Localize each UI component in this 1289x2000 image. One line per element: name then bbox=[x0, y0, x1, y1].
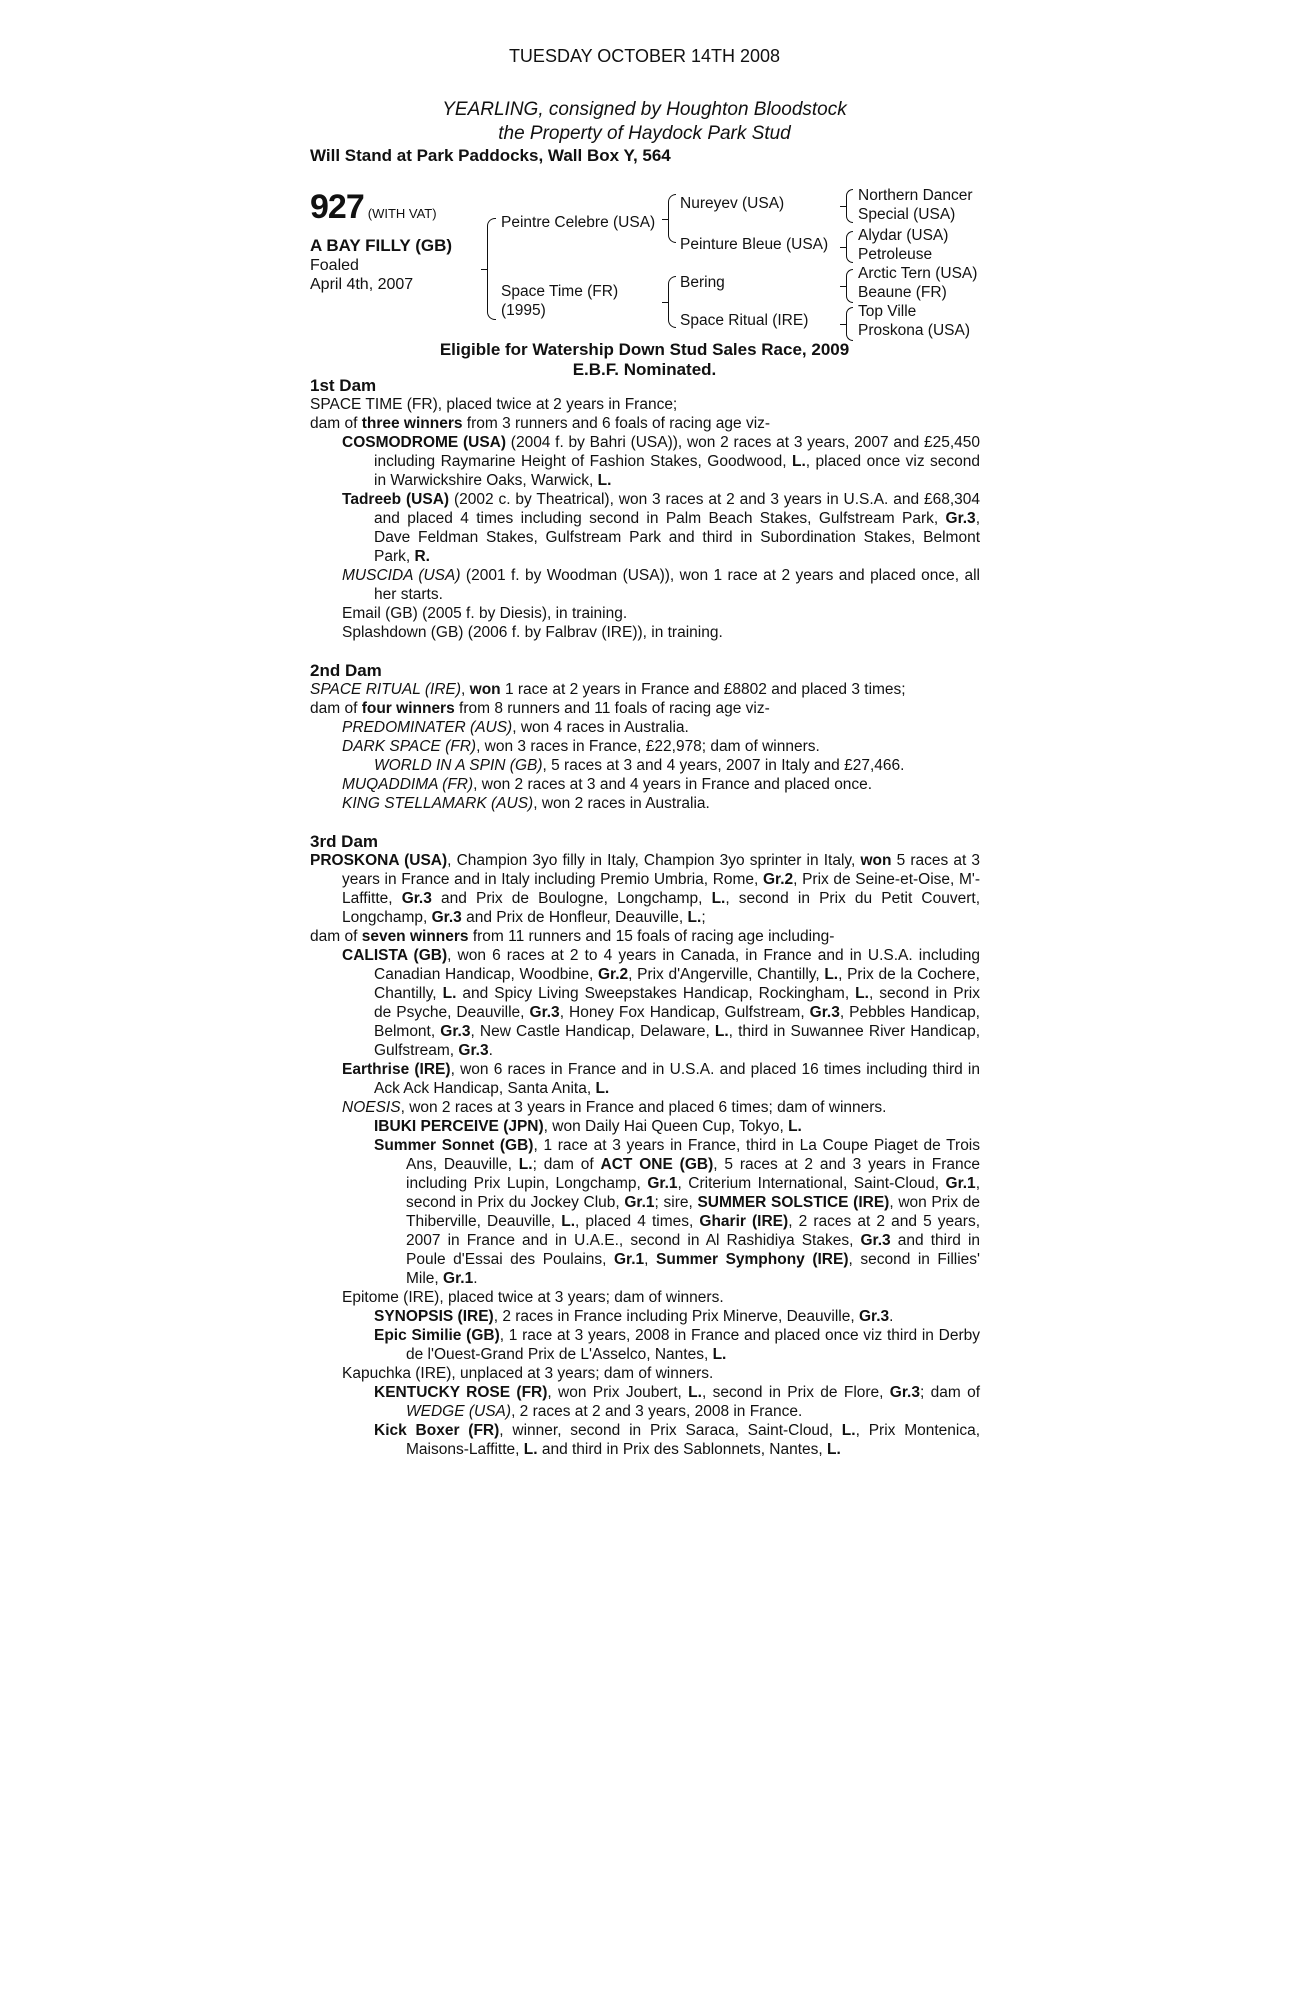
progeny-entry bbox=[310, 490, 980, 566]
listed-mark: L. bbox=[561, 1213, 576, 1230]
text: , placed 4 times, bbox=[575, 1213, 700, 1230]
progeny-name: Summer Symphony (IRE) bbox=[656, 1251, 849, 1268]
pedigree-g3: Alydar (USA) bbox=[858, 227, 949, 244]
lot-number: 927 bbox=[310, 188, 364, 226]
listed-mark: L. bbox=[788, 1118, 802, 1135]
pedigree-g8: Proskona (USA) bbox=[858, 322, 970, 339]
text: . bbox=[488, 1042, 493, 1059]
text: dam of bbox=[310, 928, 362, 945]
text: dam of bbox=[310, 700, 362, 717]
progeny-entry bbox=[310, 756, 980, 775]
progeny-name: MUQADDIMA (FR) bbox=[342, 776, 474, 793]
text: , won Daily Hai Queen Cup, Tokyo, bbox=[543, 1118, 789, 1135]
property-line: the Property of Haydock Park Stud bbox=[498, 123, 791, 144]
text: ; dam of bbox=[532, 1156, 601, 1173]
catalogue-body bbox=[310, 376, 980, 1459]
text: ; dam of bbox=[919, 1384, 981, 1401]
dam-name: SPACE RITUAL (IRE) bbox=[310, 681, 462, 698]
consignment-block bbox=[0, 98, 1289, 146]
text: , won 6 races in France and in U.S.A. and placed 16 times including third in Ack Ack Handicap, Santa Anita, bbox=[374, 1061, 980, 1097]
progeny-entry bbox=[310, 1326, 980, 1364]
text: 5 races at 3 years in France and in Italy including Premio Umbria, Rome, bbox=[342, 852, 981, 888]
foaled-info bbox=[310, 256, 413, 294]
text: , 1 race at 3 years, 2008 in France and placed once viz third in Derby de l'Ouest-Grand Prix de L'Asselco, Nantes, bbox=[406, 1327, 981, 1363]
text: , won 3 races in France, £22,978; dam of winners. bbox=[476, 738, 820, 755]
listed-mark: L. bbox=[791, 453, 806, 470]
listed-mark: L. bbox=[824, 966, 839, 983]
text: and Prix de Honfleur, Deauville, bbox=[461, 909, 688, 926]
progeny-name: Tadreeb (USA) bbox=[342, 491, 450, 508]
listed-mark: L. bbox=[687, 909, 702, 926]
progeny-name: KENTUCKY ROSE (FR) bbox=[374, 1384, 548, 1401]
progeny-name: Kick Boxer (FR) bbox=[374, 1422, 500, 1439]
text: , Pebbles Handicap, Belmont, bbox=[374, 1004, 980, 1040]
progeny-entry: Splashdown (GB) (2006 f. by Falbrav (IRE)), in training. bbox=[342, 624, 723, 641]
grade-mark: Gr.1 bbox=[647, 1175, 678, 1192]
progeny-entry: Epitome (IRE), placed twice at 3 years; dam of winners. bbox=[342, 1289, 724, 1306]
progeny-name: WEDGE (USA) bbox=[406, 1403, 512, 1420]
pedigree-dam: Space Time (FR) bbox=[501, 283, 619, 300]
grade-mark: Gr.2 bbox=[762, 871, 794, 888]
progeny-name: Epic Similie (GB) bbox=[374, 1327, 500, 1344]
text: , Champion 3yo filly in Italy, Champion 3yo sprinter in Italy, bbox=[447, 852, 861, 869]
text: , second in Prix de Flore, bbox=[701, 1384, 890, 1401]
listed-mark: L. bbox=[688, 1384, 702, 1401]
text: , 1 race at 3 years in France, third in La Coupe Piaget de Trois Ans, Deauville, bbox=[406, 1137, 981, 1173]
text: . bbox=[473, 1270, 478, 1287]
listed-mark: L. bbox=[827, 1441, 841, 1458]
progeny-entry bbox=[310, 566, 980, 604]
pedigree-g1: Northern Dancer bbox=[858, 187, 973, 204]
grade-mark: Gr.1 bbox=[443, 1270, 474, 1287]
text: , bbox=[644, 1251, 657, 1268]
text: . bbox=[889, 1308, 894, 1325]
second-dam-line bbox=[310, 680, 980, 699]
restricted-mark: R. bbox=[414, 548, 430, 565]
horse-name: A BAY FILLY (GB) bbox=[310, 236, 453, 255]
text: ; bbox=[701, 909, 706, 926]
text: , Prix Montenica, Maisons-Laffitte, bbox=[406, 1422, 981, 1458]
grade-mark: Gr.1 bbox=[624, 1194, 655, 1211]
text: , won 2 races in Australia. bbox=[533, 795, 710, 812]
grade-mark: Gr.3 bbox=[431, 909, 462, 926]
text: dam of bbox=[310, 415, 362, 432]
progeny-name: IBUKI PERCEIVE (JPN) bbox=[374, 1118, 544, 1135]
pedigree-brace bbox=[846, 231, 853, 263]
won-mark: won bbox=[860, 852, 892, 869]
third-dam-heading: 3rd Dam bbox=[310, 832, 379, 851]
progeny-entry bbox=[310, 946, 980, 1060]
pedigree-sire: Peintre Celebre (USA) bbox=[501, 214, 656, 231]
progeny-entry bbox=[310, 794, 980, 813]
pedigree-brace bbox=[668, 194, 676, 243]
won-mark: won bbox=[469, 681, 501, 698]
listed-mark: L. bbox=[523, 1441, 538, 1458]
progeny-entry bbox=[310, 1421, 980, 1459]
stand-location: Will Stand at Park Paddocks, Wall Box Y, 564 bbox=[310, 146, 671, 165]
ebf-nomination: E.B.F. Nominated. bbox=[572, 360, 717, 379]
text: , bbox=[461, 681, 470, 698]
first-dam-line: SPACE TIME (FR), placed twice at 2 years in France; bbox=[310, 396, 678, 413]
listed-mark: L. bbox=[595, 1080, 610, 1097]
text: , second in Prix du Jockey Club, bbox=[406, 1175, 980, 1211]
text: , Criterium International, Saint-Cloud, bbox=[677, 1175, 946, 1192]
text: 1 race at 2 years in France and £8802 and placed 3 times; bbox=[500, 681, 906, 698]
progeny-name: SYNOPSIS (IRE) bbox=[374, 1308, 494, 1325]
progeny-entry: Email (GB) (2005 f. by Diesis), in training. bbox=[342, 605, 628, 622]
text: , 2 races at 2 and 5 years, 2007 in France and in U.A.E., second in Al Rashidiya Stakes, bbox=[406, 1213, 981, 1249]
pedigree-g7: Top Ville bbox=[858, 303, 917, 320]
text: , second in Prix du Petit Couvert, Longchamp, bbox=[342, 890, 980, 926]
pedigree-brace bbox=[846, 307, 853, 341]
progeny-name: COSMODROME (USA) bbox=[342, 434, 507, 451]
grade-mark: Gr.3 bbox=[860, 1232, 891, 1249]
grade-mark: Gr.3 bbox=[858, 1308, 890, 1325]
progeny-name: CALISTA (GB) bbox=[342, 947, 448, 964]
lot-header bbox=[310, 188, 437, 227]
winners-count: four winners bbox=[361, 700, 455, 717]
text: (2002 c. by Theatrical), won 3 races at 2 and 3 years in U.S.A. and £68,304 and placed 4 times including second in Palm Beach Stakes, Gulfstream Park, bbox=[374, 491, 980, 527]
progeny-name: MUSCIDA (USA) bbox=[342, 567, 461, 584]
listed-mark: L. bbox=[714, 1023, 729, 1040]
pedigree-dam-sire: Bering bbox=[680, 274, 725, 291]
pedigree-g2: Special (USA) bbox=[858, 206, 956, 223]
text: , winner, second in Prix Saraca, Saint-Cloud, bbox=[499, 1422, 842, 1439]
second-dam-heading: 2nd Dam bbox=[310, 661, 382, 680]
text: (2001 f. by Woodman (USA)), won 1 race at 2 years and placed once, all her starts. bbox=[374, 567, 980, 603]
text: , Dave Feldman Stakes, Gulfstream Park and third in Subordination Stakes, Belmont Park, bbox=[374, 510, 980, 565]
progeny-entry: Kapuchka (IRE), unplaced at 3 years; dam of winners. bbox=[342, 1365, 714, 1382]
first-dam-heading: 1st Dam bbox=[310, 376, 377, 395]
text: , won 2 races at 3 and 4 years in France and placed once. bbox=[473, 776, 873, 793]
pedigree-dam-dam: Space Ritual (IRE) bbox=[680, 312, 809, 329]
pedigree-dam-year: (1995) bbox=[501, 302, 546, 319]
progeny-entry bbox=[310, 737, 980, 756]
text: , second in Prix de Psyche, Deauville, bbox=[374, 985, 981, 1021]
dam-name: PROSKONA (USA) bbox=[310, 852, 448, 869]
progeny-name: WORLD IN A SPIN (GB) bbox=[374, 757, 543, 774]
grade-mark: Gr.1 bbox=[614, 1251, 645, 1268]
text: , 2 races in France including Prix Minerve, Deauville, bbox=[493, 1308, 859, 1325]
text: , Prix de Seine-et-Oise, M'-Laffitte, bbox=[342, 871, 980, 907]
text: , third in Suwannee River Handicap, Gulfstream, bbox=[374, 1023, 981, 1059]
text: , 2 races at 2 and 3 years, 2008 in France. bbox=[511, 1403, 803, 1420]
grade-mark: Gr.3 bbox=[401, 890, 432, 907]
pedigree-sire-dam: Peinture Bleue (USA) bbox=[680, 236, 829, 253]
text: from 8 runners and 11 foals of racing age viz- bbox=[454, 700, 770, 717]
listed-mark: L. bbox=[442, 985, 457, 1002]
pedigree-g4: Petroleuse bbox=[858, 246, 933, 263]
text: , 5 races at 2 and 3 years in France including Prix Lupin, Longchamp, bbox=[406, 1156, 981, 1192]
progeny-entry bbox=[310, 718, 980, 737]
listed-mark: L. bbox=[518, 1156, 533, 1173]
text: , Prix de la Cochere, Chantilly, bbox=[374, 966, 980, 1002]
listed-mark: L. bbox=[712, 1346, 727, 1363]
listed-mark: L. bbox=[597, 472, 612, 489]
text: , 5 races at 3 and 4 years, 2007 in Italy and £27,466. bbox=[542, 757, 905, 774]
eligibility-block bbox=[0, 340, 1289, 380]
progeny-name: Earthrise (IRE) bbox=[342, 1061, 451, 1078]
text: , New Castle Handicap, Delaware, bbox=[470, 1023, 715, 1040]
text: , won 2 races at 3 years in France and placed 6 times; dam of winners. bbox=[400, 1099, 887, 1116]
grade-mark: Gr.3 bbox=[889, 1384, 920, 1401]
grade-mark: Gr.3 bbox=[809, 1004, 840, 1021]
progeny-entry bbox=[310, 1307, 980, 1326]
consignor-line: YEARLING, consigned by Houghton Bloodstock bbox=[442, 99, 847, 120]
progeny-entry bbox=[310, 433, 980, 490]
text: , Honey Fox Handicap, Gulfstream, bbox=[559, 1004, 810, 1021]
progeny-name: PREDOMINATER (AUS) bbox=[342, 719, 513, 736]
text: , won 4 races in Australia. bbox=[512, 719, 689, 736]
text: and Spicy Living Sweepstakes Handicap, Rockingham, bbox=[456, 985, 856, 1002]
grade-mark: Gr.2 bbox=[597, 966, 629, 983]
text: , Prix d'Angerville, Chantilly, bbox=[628, 966, 825, 983]
text: ; sire, bbox=[654, 1194, 698, 1211]
text: (2004 f. by Bahri (USA)), won 2 races at 3 years, 2007 and £25,450 including Raymarine Height of Fashion Stakes, Goodwood, bbox=[374, 434, 980, 470]
progeny-name: DARK SPACE (FR) bbox=[342, 738, 477, 755]
progeny-name: NOESIS bbox=[342, 1099, 401, 1116]
vat-note: (WITH VAT) bbox=[367, 206, 437, 221]
pedigree-brace bbox=[846, 269, 853, 303]
listed-mark: L. bbox=[855, 985, 869, 1002]
third-dam-line bbox=[310, 851, 980, 927]
winners-count: seven winners bbox=[361, 928, 469, 945]
text: , won Prix de Thiberville, Deauville, bbox=[406, 1194, 981, 1230]
progeny-name: KING STELLAMARK (AUS) bbox=[342, 795, 534, 812]
first-dam-produce-line bbox=[310, 414, 980, 433]
pedigree-brace bbox=[846, 189, 853, 223]
progeny-entry bbox=[310, 1136, 980, 1288]
grade-mark: Gr.3 bbox=[945, 510, 976, 527]
pedigree-sire-sire: Nureyev (USA) bbox=[680, 195, 785, 212]
second-dam-produce-line bbox=[310, 699, 980, 718]
progeny-name: Gharir (IRE) bbox=[699, 1213, 789, 1230]
winners-count: three winners bbox=[361, 415, 463, 432]
progeny-name: Summer Sonnet (GB) bbox=[374, 1137, 534, 1154]
pedigree-g6: Beaune (FR) bbox=[858, 284, 947, 301]
grade-mark: Gr.1 bbox=[945, 1175, 976, 1192]
text: , second in Fillies' Mile, bbox=[406, 1251, 981, 1287]
text: and Prix de Boulogne, Longchamp, bbox=[431, 890, 712, 907]
text: , won 6 races at 2 to 4 years in Canada, in France and in U.S.A. including Canadian Handicap, Woodbine, bbox=[374, 947, 980, 983]
sale-date: TUESDAY OCTOBER 14TH 2008 bbox=[508, 46, 781, 66]
listed-mark: L. bbox=[711, 890, 726, 907]
progeny-entry bbox=[310, 1098, 980, 1117]
pedigree-brace bbox=[668, 276, 676, 328]
text: and third in Poule d'Essai des Poulains, bbox=[406, 1232, 981, 1268]
grade-mark: Gr.3 bbox=[529, 1004, 560, 1021]
text: , placed once viz second in Warwickshire Oaks, Warwick, bbox=[374, 453, 980, 489]
grade-mark: Gr.3 bbox=[458, 1042, 489, 1059]
foaled-date: April 4th, 2007 bbox=[310, 276, 414, 293]
progeny-entry bbox=[310, 1383, 980, 1421]
text: from 3 runners and 6 foals of racing age viz- bbox=[462, 415, 771, 432]
text: , won Prix Joubert, bbox=[547, 1384, 689, 1401]
grade-mark: Gr.3 bbox=[440, 1023, 471, 1040]
foaled-label: Foaled bbox=[310, 257, 359, 274]
third-dam-produce-line bbox=[310, 927, 980, 946]
progeny-name: SUMMER SOLSTICE (IRE) bbox=[697, 1194, 890, 1211]
text: and third in Prix des Sablonnets, Nantes, bbox=[537, 1441, 828, 1458]
progeny-entry bbox=[310, 1117, 980, 1136]
sales-race-eligibility: Eligible for Watership Down Stud Sales Race, 2009 bbox=[439, 340, 850, 359]
progeny-name: ACT ONE (GB) bbox=[600, 1156, 714, 1173]
listed-mark: L. bbox=[841, 1422, 856, 1439]
pedigree-brace bbox=[487, 218, 496, 320]
progeny-entry bbox=[310, 775, 980, 794]
progeny-entry bbox=[310, 1060, 980, 1098]
pedigree-g5: Arctic Tern (USA) bbox=[858, 265, 978, 282]
text: from 11 runners and 15 foals of racing age including- bbox=[468, 928, 835, 945]
